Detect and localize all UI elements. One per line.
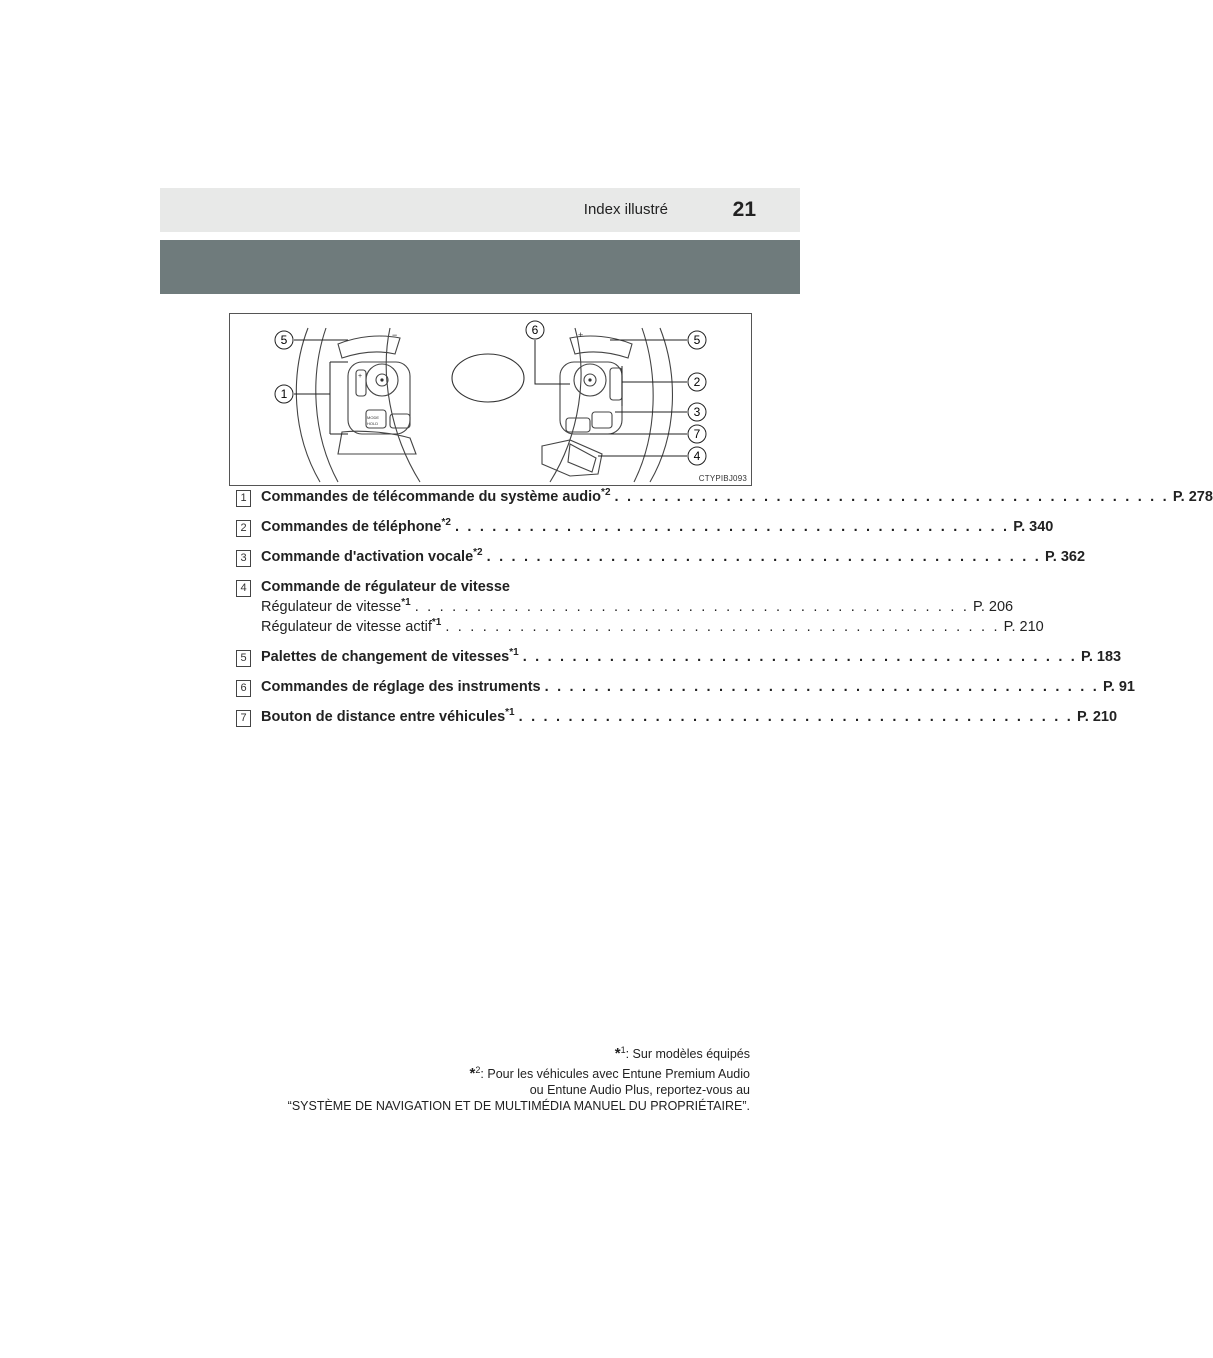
steering-wheel-illustration <box>229 313 752 486</box>
page-header <box>160 188 800 232</box>
svg-text:6: 6 <box>531 323 539 337</box>
dot-leader: . . . . . . . . . . . . . . . . . . . . . . . . . . . . . . . . . . . . . . . . . . . . . <box>486 549 1041 565</box>
page-ref[interactable]: P. 210 <box>1076 709 1118 725</box>
callout-6 <box>526 321 544 339</box>
item-number: 1 <box>236 490 251 507</box>
footnote-2-line-3: “SYSTÈME DE NAVIGATION ET DE MULTIMÉDIA MANUEL DU PROPRIÉTAIRE”. <box>287 1099 750 1114</box>
header-band <box>160 240 800 294</box>
footnote-1: *$^1$: Sur modèles équipés <box>614 1045 750 1063</box>
steering-wheel-drawing <box>230 314 751 485</box>
svg-text:7: 7 <box>693 427 701 441</box>
mark-hold: HOLD <box>367 421 379 426</box>
item-number: 2 <box>236 520 251 537</box>
dot-leader: . . . . . . . . . . . . . . . . . . . . . . . . . . . . . . . . . . . . . . . . . . . . . <box>414 599 970 615</box>
page-ref[interactable]: P. 210 <box>1003 619 1044 635</box>
footnotes <box>288 1042 750 1114</box>
item-entry[interactable] <box>261 597 1014 617</box>
callout-7 <box>688 425 706 443</box>
callout-5-right <box>688 331 706 349</box>
section-title: Index illustré <box>583 201 668 218</box>
footnote-ref: *1 <box>401 597 411 609</box>
svg-text:4: 4 <box>693 449 701 463</box>
item-label: Commandes de réglage des instruments <box>261 679 541 695</box>
footnote-ref: *1 <box>509 647 519 659</box>
dot-leader: . . . . . . . . . . . . . . . . . . . . . . . . . . . . . . . . . . . . . . . . . . . . . <box>614 489 1169 505</box>
item-number: 5 <box>236 650 251 667</box>
footnote-ref: *2 <box>441 517 451 529</box>
page-ref[interactable]: P. 206 <box>973 599 1014 615</box>
list-item <box>236 517 1054 537</box>
dot-leader: . . . . . . . . . . . . . . . . . . . . . . . . . . . . . . . . . . . . . . . . . . . . . <box>522 649 1078 665</box>
mark-minus-left: − <box>392 330 398 340</box>
mark-plus-right: + <box>578 330 584 340</box>
item-label: Régulateur de vitesse actif <box>261 619 432 635</box>
item-label: Palettes de changement de vitesses <box>261 649 510 665</box>
item-label: Bouton de distance entre véhicules <box>261 709 506 725</box>
item-number: 3 <box>236 550 251 567</box>
item-label: Régulateur de vitesse <box>261 599 402 615</box>
svg-text:3: 3 <box>693 405 701 419</box>
list-item <box>236 677 1135 697</box>
page-ref[interactable]: P. 278 <box>1172 489 1213 505</box>
item-label: Commandes de téléphone <box>261 519 442 535</box>
page-ref[interactable]: P. 362 <box>1044 549 1086 565</box>
footnote-ref: *2 <box>601 487 611 499</box>
callout-3 <box>688 403 706 421</box>
footnote-ref: *1 <box>505 707 515 719</box>
callout-4 <box>688 447 706 465</box>
list-item <box>236 547 1086 567</box>
mark-mode: MODE <box>367 415 379 420</box>
dot-leader: . . . . . . . . . . . . . . . . . . . . . . . . . . . . . . . . . . . . . . . . . . . . . <box>454 519 1010 535</box>
footnote-2: *$^2$: Pour les véhicules avec Entune Premium Audio <box>469 1065 750 1083</box>
callout-5-left <box>275 331 293 349</box>
footnote-ref: *2 <box>473 547 483 559</box>
item-entry[interactable] <box>261 517 1054 537</box>
figure-code: CTYPIBJ093 <box>698 474 747 483</box>
callout-1 <box>275 385 293 403</box>
page-ref[interactable]: P. 91 <box>1102 679 1135 695</box>
list-item <box>236 647 1122 667</box>
item-number: 7 <box>236 710 251 727</box>
list-item <box>236 577 1044 637</box>
page-ref[interactable]: P. 340 <box>1013 519 1054 535</box>
footnote-2-line-2: ou Entune Audio Plus, reportez-vous au <box>529 1083 750 1098</box>
svg-text:2: 2 <box>693 375 701 389</box>
dot-leader: . . . . . . . . . . . . . . . . . . . . . . . . . . . . . . . . . . . . . . . . . . . . . <box>445 619 1000 635</box>
dot-leader: . . . . . . . . . . . . . . . . . . . . . . . . . . . . . . . . . . . . . . . . . . . . . <box>518 709 1073 725</box>
item-list <box>236 487 1213 737</box>
item-entry[interactable] <box>261 647 1122 667</box>
item-entry[interactable] <box>261 677 1135 697</box>
item-label: Commande d'activation vocale <box>261 549 474 565</box>
page-ref[interactable]: P. 183 <box>1081 649 1122 665</box>
footnote-ref: *1 <box>431 617 442 629</box>
page-number: 21 <box>732 198 756 221</box>
item-heading: Commande de régulateur de vitesse <box>261 579 510 595</box>
svg-text:1: 1 <box>280 387 288 401</box>
list-item <box>236 487 1213 507</box>
item-entry[interactable] <box>261 707 1118 727</box>
item-entry[interactable] <box>261 547 1086 567</box>
item-entry[interactable] <box>261 617 1044 637</box>
svg-text:5: 5 <box>280 333 288 347</box>
list-item <box>236 707 1118 727</box>
mark-plus-left: + <box>358 373 363 380</box>
item-label: Commandes de télécommande du système audio <box>261 489 602 505</box>
item-number: 6 <box>236 680 251 697</box>
callout-2 <box>688 373 706 391</box>
item-number: 4 <box>236 580 251 597</box>
svg-text:5: 5 <box>693 333 701 347</box>
dot-leader: . . . . . . . . . . . . . . . . . . . . . . . . . . . . . . . . . . . . . . . . . . . . . <box>544 679 1099 695</box>
item-entry[interactable] <box>261 487 1213 507</box>
